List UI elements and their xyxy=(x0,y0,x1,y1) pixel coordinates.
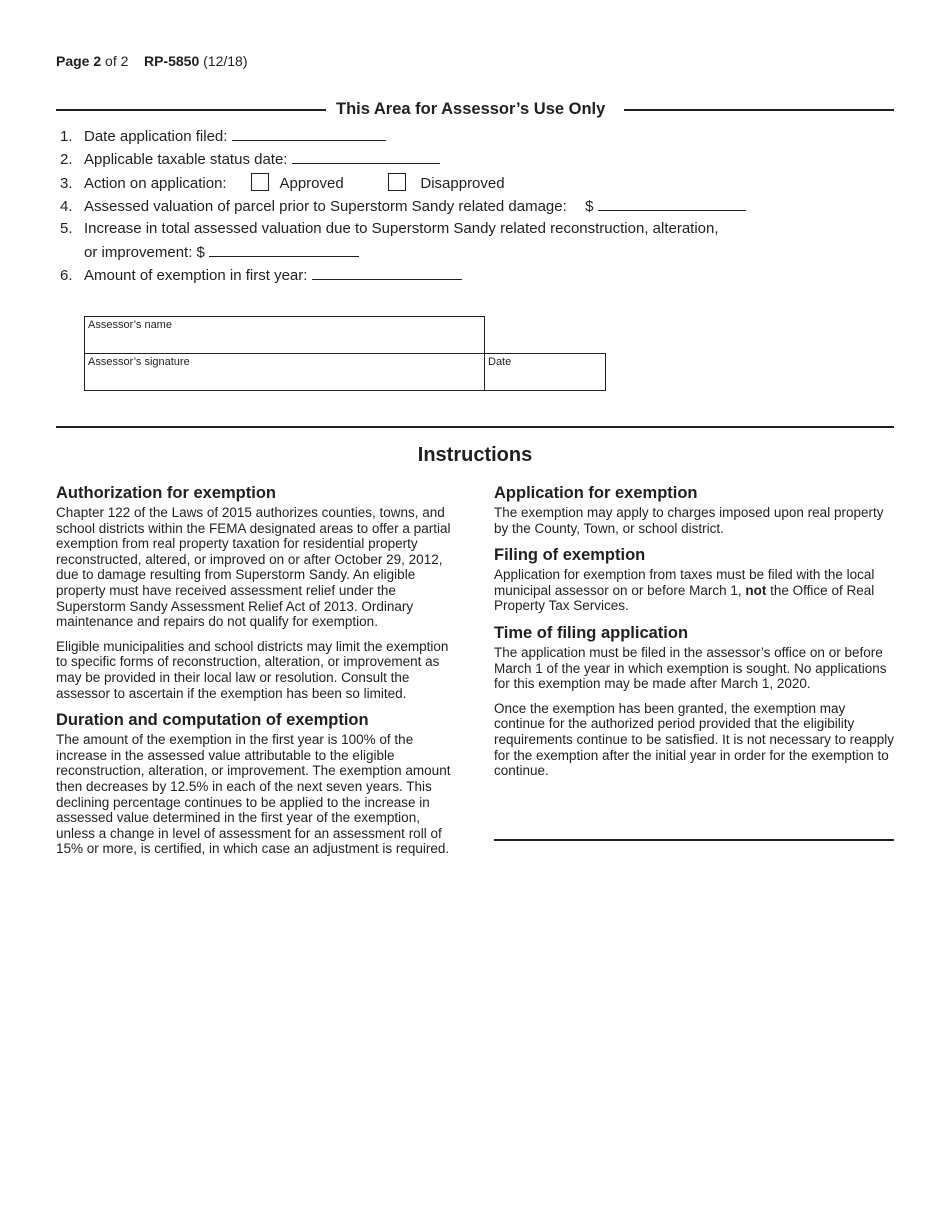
disapproved-checkbox[interactable] xyxy=(388,173,406,191)
first-year-exemption-field[interactable] xyxy=(312,266,462,280)
item-number: 3. xyxy=(60,175,73,192)
section-divider xyxy=(56,426,894,428)
assessor-signature-box[interactable] xyxy=(84,353,485,391)
form-date: (12/18) xyxy=(203,53,248,69)
instructions-right-column xyxy=(494,483,894,788)
title-rule-left xyxy=(56,109,326,111)
item-number: 6. xyxy=(60,267,73,284)
item-label: Amount of exemption in first year: xyxy=(84,267,308,284)
date-label: Date xyxy=(488,356,512,368)
form-id: RP-5850 xyxy=(143,53,200,69)
authorization-section xyxy=(56,483,454,701)
page-of: of 2 xyxy=(105,53,129,69)
disapproved-label: Disapproved xyxy=(420,175,505,192)
date-filed-field[interactable] xyxy=(232,127,386,141)
taxable-status-date-field[interactable] xyxy=(292,150,440,164)
right-column-end-rule xyxy=(494,839,894,841)
approved-checkbox[interactable] xyxy=(251,173,269,191)
instructions-title: Instructions xyxy=(417,444,533,466)
item-action-on-application xyxy=(60,173,505,193)
authorization-paragraph: Eligible municipalities and school districts may limit the exemption to specific forms of reconstruction, alteration, or improvement as may be provided in their local law or resolution. Consult the assessor to ascertain if the exemption has been so limited. xyxy=(56,638,449,701)
assessor-area-header xyxy=(56,100,894,120)
item-first-year-exemption xyxy=(60,266,462,285)
page-label: Page xyxy=(56,53,90,69)
item-number: 4. xyxy=(60,198,73,215)
filing-text-before: Application for exemption from taxes must be filed with the local municipal assessor on or before March 1, xyxy=(494,567,875,598)
duration-paragraph: The amount of the exemption in the first year is 100% of the increase in the assessed value attributable to the eligible reconstruction, alteration, or improvement. The exemption amount then decreases by 12.5% in each of the next seven years. This declining percentage continues to be applied to the increase in assessed value determined in the first year of the exemption, unless a change in level of assessment for an assessment roll of 15% or more, is certified, in which case an adjustment is required. xyxy=(56,732,451,857)
filing-text-after: the Office of Real Property Tax Services. xyxy=(494,582,875,614)
item-number: 2. xyxy=(60,151,73,168)
filing-section xyxy=(494,545,894,614)
time-of-filing-paragraph: Once the exemption has been granted, the exemption may continue for the authorized period provided that the eligibility requirements continue to be satisfied. It is not necessary to reapply for the exemption after the initial year in order for the exemption to continue. xyxy=(494,700,894,779)
item-increase-valuation xyxy=(60,220,719,238)
prior-valuation-field[interactable] xyxy=(598,197,746,211)
assessor-area-title: This Area for Assessor’s Use Only xyxy=(336,100,606,118)
filing-paragraph xyxy=(494,567,894,614)
authorization-heading: Authorization for exemption xyxy=(56,484,276,502)
application-heading: Application for exemption xyxy=(494,484,698,502)
item-date-filed xyxy=(60,127,386,146)
item-label: Increase in total assessed valuation due to Superstorm Sandy related reconstruction, alteration, xyxy=(84,220,719,237)
title-rule-right xyxy=(624,109,894,111)
instructions-left-column xyxy=(56,483,454,866)
item-prior-valuation xyxy=(60,197,746,216)
authorization-paragraph: Chapter 122 of the Laws of 2015 authorizes counties, towns, and school districts within the FEMA designated areas to offer a partial exemption from real property taxation for residential property reconstructed, altered, or improved on or after October 29, 2012, due to damage resulting from Superstorm Sandy. An eligible property must have received assessment relief under the Superstorm Sandy Assessment Relief Act of 2013. Ordinary maintenance and repairs do not qualify for exemption. xyxy=(56,505,451,630)
assessor-name-box[interactable] xyxy=(84,316,485,354)
approved-label: Approved xyxy=(279,175,344,192)
currency-symbol: $ xyxy=(585,198,594,215)
item-label: Date application filed: xyxy=(84,128,228,145)
item-number: 1. xyxy=(60,128,73,145)
item-label: Assessed valuation of parcel prior to Superstorm Sandy related damage: xyxy=(84,198,567,215)
item-label: Applicable taxable status date: xyxy=(84,151,288,168)
duration-section xyxy=(56,710,454,857)
application-section xyxy=(494,483,894,536)
time-of-filing-paragraph: The application must be filed in the assessor’s office on or before March 1 of the year in which exemption is sought. No applications for this exemption may be made after March 1, 2020. xyxy=(494,644,887,692)
item-label: Action on application: xyxy=(84,175,227,192)
filing-heading: Filing of exemption xyxy=(494,546,646,565)
increase-valuation-field[interactable] xyxy=(209,243,359,257)
application-paragraph: The exemption may apply to charges imposed upon real property by the County, Town, or school district. xyxy=(494,505,884,536)
page-number: 2 xyxy=(93,53,102,69)
item-label-continued: or improvement: $ xyxy=(84,244,205,261)
filing-text-bold: not xyxy=(745,582,767,598)
item-taxable-status-date xyxy=(60,150,440,169)
assessor-name-label: Assessor’s name xyxy=(88,319,172,331)
item-increase-valuation-cont xyxy=(84,243,359,262)
duration-heading: Duration and computation of exemption xyxy=(56,711,369,730)
assessor-signature-label: Assessor’s signature xyxy=(88,356,190,368)
time-of-filing-heading: Time of filing application xyxy=(494,623,689,642)
page-header xyxy=(56,53,247,69)
time-of-filing-section xyxy=(494,623,894,779)
date-box[interactable] xyxy=(484,353,606,391)
item-number: 5. xyxy=(60,220,73,237)
